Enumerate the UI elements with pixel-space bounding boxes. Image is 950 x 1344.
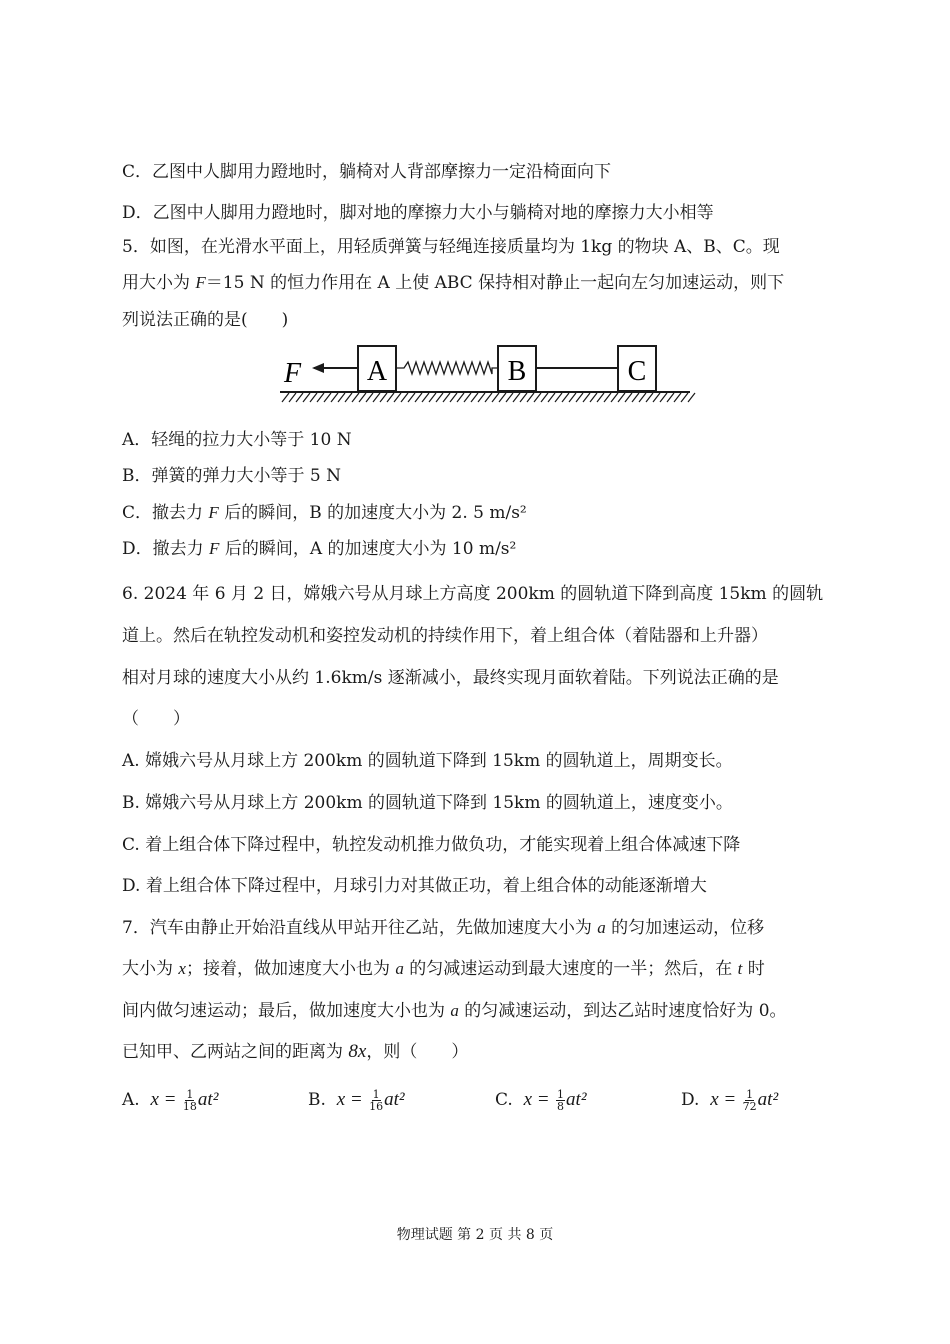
q5-stem-text: 用大小为 — [122, 273, 196, 293]
page-footer: 物理试题 第 2 页 共 8 页 — [396, 1227, 554, 1243]
q5-option-text: 后的瞬间，A 的加速度大小为 10 m/s² — [219, 539, 517, 559]
fraction-numerator: 1 — [746, 1088, 754, 1101]
fraction-denominator: 16 — [369, 1100, 384, 1113]
hatch-mark — [667, 393, 674, 402]
block-c-label: C — [627, 356, 647, 387]
fraction-denominator: 18 — [182, 1100, 197, 1113]
q5-option-a: A．轻绳的拉力大小等于 10 N — [122, 430, 352, 450]
q5-stem-line2 — [122, 273, 784, 293]
hatch-mark — [604, 393, 611, 402]
hatch-mark — [485, 393, 492, 402]
force-arrowhead — [312, 363, 324, 373]
hatch-mark — [401, 393, 408, 402]
hatch-mark — [443, 393, 450, 402]
hatch-mark — [394, 393, 401, 402]
hatch-mark — [317, 393, 324, 402]
q5-option-b: B．弹簧的弹力大小等于 5 N — [122, 466, 341, 486]
hatch-mark — [674, 393, 681, 402]
q6-option-a: A. 嫦娥六号从月球上方 200km 的圆轨道下降到 15km 的圆轨道上，周期变长。 — [122, 751, 733, 771]
option-lhs: x = — [523, 1089, 550, 1110]
hatch-mark — [583, 393, 590, 402]
q7-stem-line3 — [122, 1001, 787, 1021]
fraction-denominator: 8 — [557, 1100, 565, 1113]
hatch-mark — [569, 393, 576, 402]
hatch-mark — [520, 393, 527, 402]
force-symbol: F — [209, 539, 220, 558]
q6-stem-line1: 6. 2024 年 6 月 2 日，嫦娥六号从月球上方高度 200km 的圆轨道下降到高度 15km 的圆轨 — [122, 584, 824, 604]
hatch-mark — [457, 393, 464, 402]
hatch-mark — [492, 393, 499, 402]
hatch-mark — [506, 393, 513, 402]
q5-stem-text: ＝15 N 的恒力作用在 A 上使 ABC 保持相对静止一起向左匀加速运动，则下 — [205, 273, 785, 293]
hatch-mark — [387, 393, 394, 402]
hatch-mark — [373, 393, 380, 402]
option-lhs: x = — [150, 1089, 177, 1110]
hatch-mark — [653, 393, 660, 402]
hatch-mark — [660, 393, 667, 402]
q5-option-text: D．撤去力 — [122, 539, 210, 559]
hatch-mark — [331, 393, 338, 402]
acceleration-symbol: a — [450, 1001, 459, 1020]
q7-stem-line1 — [122, 918, 764, 938]
q7-text: 时 — [742, 959, 765, 979]
q7-text: 间内做匀速运动；最后，做加速度大小也为 — [122, 1001, 451, 1021]
fraction — [369, 1089, 383, 1112]
hatch-mark — [366, 393, 373, 402]
hatch-mark — [499, 393, 506, 402]
hatch-mark — [618, 393, 625, 402]
option-rhs: at² — [197, 1089, 219, 1110]
acceleration-symbol: a — [395, 959, 404, 978]
q5-option-d — [122, 539, 516, 559]
hatch-mark — [639, 393, 646, 402]
hatch-mark — [310, 393, 317, 402]
hatch-mark — [352, 393, 359, 402]
q6-stem-line3: 相对月球的速度大小从约 1.6km/s 逐渐减小，最终实现月面软着陆。下列说法正确的是 — [122, 668, 779, 688]
hatch-mark — [562, 393, 569, 402]
option-label: B. — [308, 1090, 326, 1110]
hatch-mark — [345, 393, 352, 402]
hatch-mark — [590, 393, 597, 402]
q7-text: 的匀减速运动到最大速度的一半；然后，在 — [403, 959, 738, 979]
option-rhs: at² — [566, 1089, 587, 1110]
q7-option-d — [681, 1088, 778, 1112]
fraction — [183, 1089, 197, 1112]
option-lhs: x = — [710, 1089, 737, 1110]
q6-stem-line2: 道上。然后在轨控发动机和姿控发动机的持续作用下，着上组合体（着陆器和上升器） — [122, 626, 768, 646]
q5-option-c — [122, 503, 527, 523]
q7-text: 的匀加速运动，位移 — [605, 918, 765, 938]
displacement-symbol: x — [178, 959, 186, 978]
hatch-mark — [408, 393, 415, 402]
option-label: D. — [681, 1090, 700, 1110]
hatch-mark — [681, 393, 688, 402]
hatch-mark — [534, 393, 541, 402]
q5-option-text: C．撤去力 — [122, 503, 209, 523]
fraction-numerator: 1 — [372, 1088, 380, 1101]
hatch-mark — [324, 393, 331, 402]
q5-stem-line3: 列说法正确的是( ) — [122, 310, 289, 330]
q7-text: ，则（ ） — [366, 1042, 469, 1062]
q7-option-b — [308, 1088, 405, 1112]
option-rhs: at² — [384, 1089, 405, 1110]
hatch-mark — [282, 393, 289, 402]
q7-text: 已知甲、乙两站之间的距离为 — [122, 1042, 349, 1062]
fraction-numerator: 1 — [186, 1088, 194, 1101]
hatch-mark — [597, 393, 604, 402]
q7-text: 大小为 — [122, 959, 179, 979]
acceleration-symbol: a — [597, 918, 606, 937]
q7-option-c — [495, 1088, 587, 1112]
option-rhs: at² — [757, 1089, 779, 1110]
q7-stem-line4 — [122, 1042, 468, 1062]
hatch-mark — [380, 393, 387, 402]
q5-stem-line1: 5．如图，在光滑水平面上，用轻质弹簧与轻绳连接质量均为 1kg 的物块 A、B、C。现 — [122, 237, 780, 257]
fraction — [743, 1089, 757, 1112]
q6-stem-line4: （ ） — [122, 709, 190, 729]
blocks-spring-diagram — [276, 340, 696, 410]
hatch-mark — [464, 393, 471, 402]
hatch-mark — [625, 393, 632, 402]
force-label: F — [284, 358, 302, 389]
hatch-mark — [436, 393, 443, 402]
ground-hatching — [282, 393, 695, 402]
block-b-label: B — [507, 356, 527, 387]
fraction-denominator: 72 — [742, 1100, 757, 1113]
total-distance: 8x — [348, 1041, 367, 1062]
hatch-mark — [576, 393, 583, 402]
fraction-numerator: 1 — [557, 1088, 565, 1101]
hatch-mark — [471, 393, 478, 402]
hatch-mark — [548, 393, 555, 402]
q7-text: 的匀减速运动，到达乙站时速度恰好为 0。 — [458, 1001, 787, 1021]
q6-option-b: B. 嫦娥六号从月球上方 200km 的圆轨道下降到 15km 的圆轨道上，速度变小。 — [122, 793, 733, 813]
hatch-mark — [296, 393, 303, 402]
time-symbol: t — [737, 959, 743, 978]
hatch-mark — [338, 393, 345, 402]
q7-stem-line2 — [122, 959, 765, 979]
hatch-mark — [415, 393, 422, 402]
hatch-mark — [555, 393, 562, 402]
hatch-mark — [450, 393, 457, 402]
fraction — [556, 1089, 565, 1112]
q4-option-d: D．乙图中人脚用力蹬地时，脚对地的摩擦力大小与躺椅对地的摩擦力大小相等 — [122, 203, 714, 223]
hatch-mark — [632, 393, 639, 402]
q6-option-c: C. 着上组合体下降过程中，轨控发动机推力做负功，才能实现着上组合体减速下降 — [122, 835, 741, 855]
block-a-label: A — [366, 356, 388, 387]
hatch-mark — [303, 393, 310, 402]
q7-text: ；接着，做加速度大小也为 — [185, 959, 396, 979]
hatch-mark — [513, 393, 520, 402]
option-lhs: x = — [336, 1089, 363, 1110]
spring — [396, 362, 498, 374]
q7-option-a — [122, 1088, 218, 1112]
q5-option-text: 后的瞬间，B 的加速度大小为 2. 5 m/s² — [218, 503, 527, 523]
hatch-mark — [289, 393, 296, 402]
option-label: C. — [495, 1090, 513, 1110]
hatch-mark — [359, 393, 366, 402]
hatch-mark — [646, 393, 653, 402]
hatch-mark — [541, 393, 548, 402]
q7-text: 7．汽车由静止开始沿直线从甲站开往乙站，先做加速度大小为 — [122, 918, 598, 938]
hatch-mark — [527, 393, 534, 402]
hatch-mark — [611, 393, 618, 402]
q4-option-c: C．乙图中人脚用力蹬地时，躺椅对人背部摩擦力一定沿椅面向下 — [122, 162, 612, 182]
option-label: A. — [122, 1090, 140, 1110]
force-symbol: F — [208, 503, 219, 522]
hatch-mark — [429, 393, 436, 402]
force-symbol: F — [195, 273, 206, 292]
hatch-mark — [422, 393, 429, 402]
q6-option-d: D. 着上组合体下降过程中，月球引力对其做正功，着上组合体的动能逐渐增大 — [122, 876, 707, 896]
hatch-mark — [688, 393, 695, 402]
hatch-mark — [478, 393, 485, 402]
